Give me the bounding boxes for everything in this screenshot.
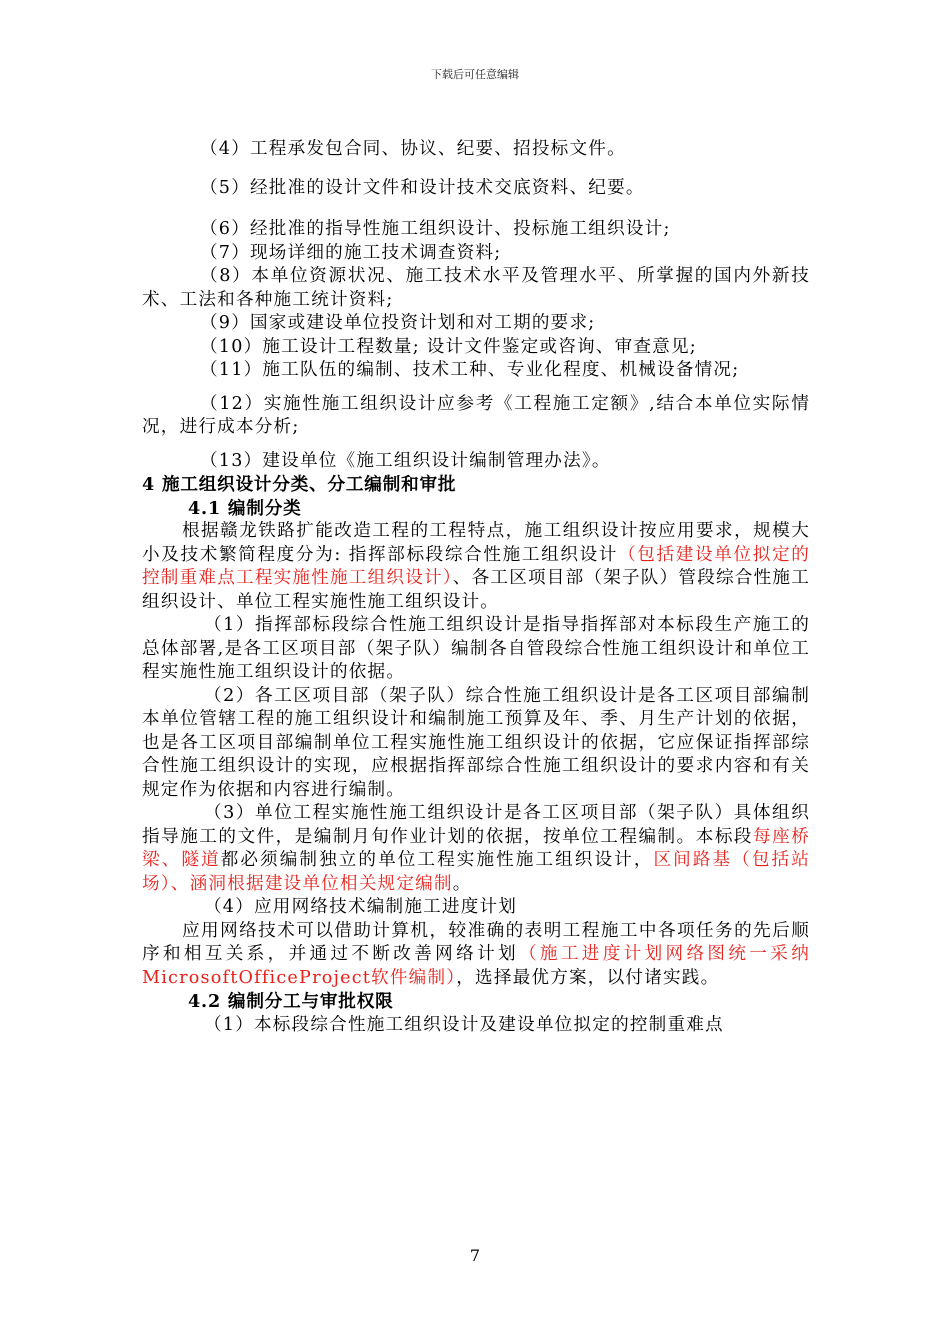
text-run: ，选择最优方案，以付诸实践。 [456, 967, 720, 988]
list-item: （10）施工设计工程数量; 设计文件鉴定或咨询、审查意见; [200, 336, 697, 357]
paragraph [142, 920, 810, 991]
highlighted-text: 区间路基（包括站场）、涵洞根据建设单位相关规定编制 [142, 850, 810, 894]
paragraph: （1）指挥部标段综合性施工组织设计是指导指挥部对本标段生产施工的总体部署,是各工区项目部（架子队）编制各自管段综合性施工组织设计和单位工程实施性施工组织设计的依据。 [142, 615, 810, 682]
document-body [142, 138, 810, 1037]
subsection-heading: 4.1 编制分类 [188, 497, 302, 519]
paragraph: （4）应用网络技术编制施工进度计划 [204, 897, 518, 917]
highlighted-text: （包括建设单位拟定的控制重难点工程实施性施工组织设计） [142, 544, 810, 588]
text-run: 根据赣龙铁路扩能改造工程的工程特点，施工组织设计按应用要求，规模大小及技术繁简程度分为: 指挥部标段综合性施工组织设计 [142, 521, 810, 565]
list-item: （6）经批准的指导性施工组织设计、投标施工组织设计; [200, 219, 671, 239]
paragraph: （1）本标段综合性施工组织设计及建设单位拟定的控制重难点 [204, 1014, 724, 1035]
text-run: 都必须编制独立的单位工程实施性施工组织设计， [220, 850, 654, 870]
list-item: （13）建设单位《施工组织设计编制管理办法》。 [200, 450, 611, 471]
list-item: （11）施工队伍的编制、技术工种、专业化程度、机械设备情况; [200, 360, 740, 380]
list-item: （7）现场详细的施工技术调查资料; [200, 242, 502, 263]
list-item: （5）经批准的设计文件和设计技术交底资料、纪要。 [200, 177, 645, 198]
list-item: （4）工程承发包合同、协议、纪要、招投标文件。 [200, 139, 626, 159]
text-run: 。 [452, 873, 472, 894]
highlighted-text: （施工进度计划网络图统一采纳MicrosoftOfficeProject软件编制） [142, 944, 810, 988]
subsection-heading: 4.2 编制分工与审批权限 [188, 991, 394, 1012]
text-run: （3）单位工程实施性施工组织设计是各工区项目部（架子队）具体组织指导施工的文件，是编制月旬作业计划的依据，按单位工程编制。本标段 [142, 803, 810, 847]
list-item: （12）实施性施工组织设计应参考《工程施工定额》,结合本单位实际情况，进行成本分析; [142, 393, 810, 437]
text-run: 应用网络技术可以借助计算机，较准确的表明工程施工中各项任务的先后顺序和相互关系，并通过不断改善网络计划 [142, 920, 810, 964]
section-heading: 4 施工组织设计分类、分工编制和审批 [142, 474, 457, 495]
paragraph [142, 802, 810, 896]
page-number: 7 [469, 1246, 481, 1265]
paragraph [142, 520, 810, 614]
list-item: （8）本单位资源状况、施工技术水平及管理水平、所掌握的国内外新技术、工法和各种施工统计资料; [142, 266, 810, 310]
text-run: 、各工区项目部（架子队）管段综合性施工组织设计、单位工程实施性施工组织设计。 [142, 568, 810, 612]
paragraph: （2）各工区项目部（架子队）综合性施工组织设计是各工区项目部编制本单位管辖工程的施工组织设计和编制施工预算及年、季、月生产计划的依据，也是各工区项目部编制单位工程实施性施工组织设计的依据，它应保证指挥部综合性施工组织设计的实现，应根据指挥部综合性施工组织设计的要求内容和有关规定作为依据和内容进行编制。 [142, 685, 810, 800]
list-item: （9）国家或建设单位投资计划和对工期的要求; [200, 313, 596, 333]
highlighted-text: 每座桥梁、隧道 [142, 826, 810, 870]
page-header: 下载后可任意编辑 [431, 68, 519, 81]
